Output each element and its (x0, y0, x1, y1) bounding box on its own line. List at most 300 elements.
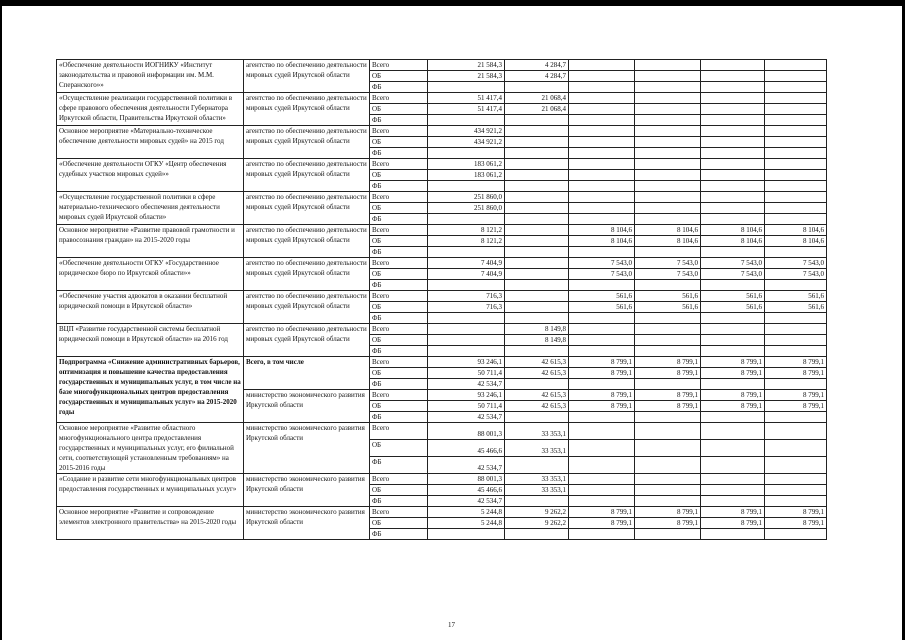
value-cell: 42 534,7 (428, 412, 505, 423)
value-cell: 9 262,2 (505, 507, 569, 518)
funding-source: ОБ (370, 518, 428, 529)
value-cell (635, 440, 701, 457)
activity-name: «Создание и развитие сети многофункциональных центров предоставления государственных и муниципальных услуг» (57, 474, 244, 507)
value-cell (569, 115, 635, 126)
value-cell (569, 412, 635, 423)
value-cell: 4 284,7 (505, 71, 569, 82)
value-cell (505, 115, 569, 126)
value-cell (635, 126, 701, 137)
value-cell (505, 126, 569, 137)
value-cell: 8 799,1 (765, 368, 827, 379)
value-cell (428, 324, 505, 335)
funding-source: ОБ (370, 203, 428, 214)
value-cell (635, 423, 701, 440)
value-cell (505, 496, 569, 507)
value-cell (569, 82, 635, 93)
value-cell (765, 474, 827, 485)
value-cell: 50 711,4 (428, 368, 505, 379)
funding-source: Всего (370, 507, 428, 518)
value-cell (569, 346, 635, 357)
value-cell: 561,6 (635, 291, 701, 302)
value-cell (635, 82, 701, 93)
value-cell (701, 170, 765, 181)
value-cell (635, 457, 701, 474)
value-cell: 51 417,4 (428, 93, 505, 104)
value-cell (505, 291, 569, 302)
table-row (57, 258, 827, 269)
value-cell (635, 203, 701, 214)
value-cell: 8 799,1 (635, 401, 701, 412)
value-cell (569, 203, 635, 214)
value-cell (635, 247, 701, 258)
value-cell (505, 529, 569, 540)
funding-source: ОБ (370, 335, 428, 346)
value-cell (635, 346, 701, 357)
value-cell: 7 543,0 (569, 258, 635, 269)
value-cell (569, 313, 635, 324)
scan-top-edge (0, 0, 905, 6)
value-cell (505, 346, 569, 357)
value-cell (505, 225, 569, 236)
value-cell (569, 247, 635, 258)
table-row (57, 507, 827, 518)
value-cell: 21 068,4 (505, 104, 569, 115)
executor: агентство по обеспечению деятельности мировых судей Иркутской области (244, 225, 370, 258)
value-cell (765, 457, 827, 474)
value-cell (635, 192, 701, 203)
value-cell: 8 121,2 (428, 225, 505, 236)
value-cell (428, 313, 505, 324)
value-cell (635, 313, 701, 324)
value-cell (569, 181, 635, 192)
funding-source: ФБ (370, 181, 428, 192)
value-cell (428, 115, 505, 126)
value-cell: 716,3 (428, 291, 505, 302)
value-cell (569, 170, 635, 181)
value-cell: 8 799,1 (569, 357, 635, 368)
value-cell (505, 137, 569, 148)
executor: агентство по обеспечению деятельности мировых судей Иркутской области (244, 258, 370, 291)
value-cell (701, 60, 765, 71)
value-cell (701, 82, 765, 93)
value-cell: 8 799,1 (701, 357, 765, 368)
value-cell (765, 137, 827, 148)
table-row (57, 291, 827, 302)
value-cell: 434 921,2 (428, 137, 505, 148)
value-cell: 7 543,0 (569, 269, 635, 280)
value-cell (635, 280, 701, 291)
activity-name: «Осуществление государственной политики в сфере материально-технического обеспечения деятельности мировых судей Иркутской области» (57, 192, 244, 225)
value-cell (765, 82, 827, 93)
value-cell: 561,6 (701, 291, 765, 302)
value-cell (428, 247, 505, 258)
funding-source: Всего (370, 126, 428, 137)
value-cell (701, 203, 765, 214)
value-cell: 8 799,1 (765, 390, 827, 401)
value-cell: 88 001,3 (428, 423, 505, 440)
value-cell: 8 799,1 (701, 390, 765, 401)
value-cell (701, 71, 765, 82)
value-cell (765, 104, 827, 115)
value-cell: 42 534,7 (428, 457, 505, 474)
program-total-label: Всего, в том числе (244, 357, 370, 390)
funding-source: Всего (370, 357, 428, 368)
value-cell (765, 148, 827, 159)
value-cell (569, 126, 635, 137)
value-cell (765, 126, 827, 137)
value-cell: 7 543,0 (701, 258, 765, 269)
value-cell (701, 247, 765, 258)
value-cell (635, 148, 701, 159)
value-cell: 8 104,6 (635, 236, 701, 247)
value-cell (701, 324, 765, 335)
executor: агентство по обеспечению деятельности мировых судей Иркутской области (244, 324, 370, 357)
value-cell (569, 335, 635, 346)
value-cell (569, 474, 635, 485)
value-cell: 42 615,3 (505, 357, 569, 368)
value-cell: 51 417,4 (428, 104, 505, 115)
funding-source: Всего (370, 423, 428, 440)
value-cell (701, 335, 765, 346)
value-cell: 8 104,6 (635, 225, 701, 236)
funding-source: ОБ (370, 401, 428, 412)
activity-name: «Обеспечение деятельности ОГКУ «Государственное юридическое бюро по Иркутской области»» (57, 258, 244, 291)
value-cell (765, 214, 827, 225)
value-cell (505, 412, 569, 423)
value-cell (569, 529, 635, 540)
funding-source: ФБ (370, 280, 428, 291)
funding-source: ОБ (370, 368, 428, 379)
value-cell: 7 543,0 (635, 258, 701, 269)
value-cell: 42 534,7 (428, 379, 505, 390)
value-cell (701, 440, 765, 457)
value-cell: 8 799,1 (701, 507, 765, 518)
executor: агентство по обеспечению деятельности мировых судей Иркутской области (244, 192, 370, 225)
value-cell (765, 71, 827, 82)
value-cell: 21 584,3 (428, 71, 505, 82)
value-cell (701, 474, 765, 485)
value-cell (701, 496, 765, 507)
value-cell (635, 159, 701, 170)
value-cell (701, 181, 765, 192)
value-cell: 8 799,1 (765, 518, 827, 529)
value-cell (505, 214, 569, 225)
value-cell: 8 799,1 (569, 401, 635, 412)
funding-source: ФБ (370, 214, 428, 225)
value-cell: 183 061,2 (428, 159, 505, 170)
value-cell (569, 71, 635, 82)
value-cell (505, 269, 569, 280)
activity-name: «Осуществление реализации государственной политики в сфере правового обеспечения деятельности Губернатора Иркутской области, Правительства Иркутской области» (57, 93, 244, 126)
value-cell: 7 404,9 (428, 269, 505, 280)
value-cell: 93 246,1 (428, 357, 505, 368)
value-cell (765, 93, 827, 104)
value-cell: 8 104,6 (701, 225, 765, 236)
value-cell (635, 104, 701, 115)
value-cell: 8 149,8 (505, 324, 569, 335)
value-cell: 8 104,6 (701, 236, 765, 247)
value-cell: 8 799,1 (569, 507, 635, 518)
value-cell (701, 148, 765, 159)
value-cell: 8 799,1 (635, 357, 701, 368)
executor: агентство по обеспечению деятельности мировых судей Иркутской области (244, 159, 370, 192)
funding-source: Всего (370, 60, 428, 71)
executor: министерство экономического развития Иркутской области (244, 423, 370, 474)
value-cell (428, 214, 505, 225)
value-cell: 7 543,0 (635, 269, 701, 280)
value-cell (635, 115, 701, 126)
value-cell (505, 457, 569, 474)
value-cell (569, 280, 635, 291)
value-cell: 4 284,7 (505, 60, 569, 71)
value-cell (765, 485, 827, 496)
value-cell (765, 60, 827, 71)
value-cell (701, 346, 765, 357)
value-cell (701, 214, 765, 225)
value-cell (765, 247, 827, 258)
executor: агентство по обеспечению деятельности мировых судей Иркутской области (244, 60, 370, 93)
activity-name: Основное мероприятие «Материально-техническое обеспечение деятельности мировых судей» на 2015 год (57, 126, 244, 159)
value-cell (569, 159, 635, 170)
value-cell: 183 061,2 (428, 170, 505, 181)
table-row (57, 60, 827, 71)
value-cell: 8 149,8 (505, 335, 569, 346)
value-cell (569, 457, 635, 474)
activity-name: Основное мероприятие «Развитие областного многофункционального центра предоставления государственных и муниципальных услуг, его филиальной сети, соответствующей установленным требованиям» на 2015-2016 годы (57, 423, 244, 474)
value-cell: 7 543,0 (701, 269, 765, 280)
value-cell (505, 192, 569, 203)
value-cell (701, 115, 765, 126)
value-cell (701, 379, 765, 390)
value-cell: 33 353,1 (505, 485, 569, 496)
value-cell (635, 324, 701, 335)
value-cell (505, 203, 569, 214)
executor: агентство по обеспечению деятельности мировых судей Иркутской области (244, 126, 370, 159)
funding-source: ФБ (370, 379, 428, 390)
page-number: 17 (448, 621, 455, 629)
value-cell (569, 485, 635, 496)
value-cell (569, 104, 635, 115)
value-cell: 42 615,3 (505, 401, 569, 412)
executor: агентство по обеспечению деятельности мировых судей Иркутской области (244, 93, 370, 126)
value-cell: 42 615,3 (505, 390, 569, 401)
value-cell (505, 148, 569, 159)
value-cell (428, 280, 505, 291)
value-cell (569, 440, 635, 457)
executor: министерство экономического развития Иркутской области (244, 507, 370, 540)
funding-source: ОБ (370, 170, 428, 181)
funding-source: Всего (370, 291, 428, 302)
value-cell (765, 335, 827, 346)
value-cell: 45 466,6 (428, 485, 505, 496)
value-cell (635, 474, 701, 485)
value-cell (701, 423, 765, 440)
value-cell (765, 115, 827, 126)
value-cell: 8 799,1 (635, 518, 701, 529)
value-cell (701, 104, 765, 115)
value-cell: 716,3 (428, 302, 505, 313)
value-cell: 8 799,1 (635, 507, 701, 518)
value-cell (505, 247, 569, 258)
value-cell (635, 93, 701, 104)
value-cell (765, 346, 827, 357)
value-cell (505, 302, 569, 313)
funding-source: Всего (370, 159, 428, 170)
funding-source: ОБ (370, 440, 428, 457)
funding-source: ФБ (370, 496, 428, 507)
value-cell: 7 543,0 (765, 269, 827, 280)
value-cell (701, 159, 765, 170)
value-cell: 561,6 (569, 302, 635, 313)
value-cell: 45 466,6 (428, 440, 505, 457)
value-cell (765, 379, 827, 390)
table-row (57, 474, 827, 485)
value-cell (635, 496, 701, 507)
budget-table (56, 59, 827, 540)
funding-source: ОБ (370, 302, 428, 313)
value-cell (569, 423, 635, 440)
value-cell: 8 104,6 (765, 225, 827, 236)
value-cell (505, 379, 569, 390)
value-cell: 561,6 (635, 302, 701, 313)
value-cell (765, 324, 827, 335)
value-cell: 434 921,2 (428, 126, 505, 137)
value-cell (701, 93, 765, 104)
value-cell (569, 379, 635, 390)
value-cell: 93 246,1 (428, 390, 505, 401)
funding-source: ОБ (370, 269, 428, 280)
value-cell (569, 496, 635, 507)
value-cell: 561,6 (765, 302, 827, 313)
funding-source: ФБ (370, 412, 428, 423)
value-cell: 33 353,1 (505, 423, 569, 440)
funding-source: ФБ (370, 529, 428, 540)
value-cell: 8 104,6 (765, 236, 827, 247)
value-cell (505, 258, 569, 269)
value-cell (765, 313, 827, 324)
value-cell: 8 121,2 (428, 236, 505, 247)
activity-name: «Обеспечение участия адвокатов в оказании бесплатной юридической помощи в Иркутской области» (57, 291, 244, 324)
value-cell: 21 584,3 (428, 60, 505, 71)
funding-source: Всего (370, 225, 428, 236)
funding-source: ОБ (370, 236, 428, 247)
value-cell (701, 529, 765, 540)
value-cell: 251 860,0 (428, 203, 505, 214)
value-cell (635, 170, 701, 181)
value-cell (635, 412, 701, 423)
table-row (57, 93, 827, 104)
value-cell (428, 181, 505, 192)
value-cell: 8 799,1 (701, 368, 765, 379)
value-cell: 8 799,1 (635, 368, 701, 379)
value-cell (569, 324, 635, 335)
value-cell: 561,6 (569, 291, 635, 302)
value-cell: 21 068,4 (505, 93, 569, 104)
value-cell: 561,6 (765, 291, 827, 302)
value-cell (635, 485, 701, 496)
funding-source: ФБ (370, 115, 428, 126)
value-cell: 8 104,6 (569, 225, 635, 236)
value-cell (505, 181, 569, 192)
value-cell (505, 159, 569, 170)
value-cell (635, 529, 701, 540)
funding-source: Всего (370, 258, 428, 269)
value-cell: 9 262,2 (505, 518, 569, 529)
table-row (57, 423, 827, 440)
value-cell (428, 335, 505, 346)
funding-source: ФБ (370, 313, 428, 324)
value-cell (428, 529, 505, 540)
funding-source: Всего (370, 390, 428, 401)
value-cell: 7 543,0 (765, 258, 827, 269)
executor: министерство экономического развития Иркутской области (244, 390, 370, 423)
value-cell (765, 159, 827, 170)
value-cell (635, 379, 701, 390)
value-cell: 8 799,1 (765, 507, 827, 518)
funding-source: ФБ (370, 82, 428, 93)
value-cell (701, 126, 765, 137)
scan-left-edge (0, 0, 2, 640)
value-cell (701, 137, 765, 148)
value-cell (765, 496, 827, 507)
value-cell (701, 280, 765, 291)
value-cell (428, 346, 505, 357)
value-cell: 561,6 (701, 302, 765, 313)
value-cell: 8 799,1 (701, 518, 765, 529)
value-cell: 5 244,8 (428, 518, 505, 529)
value-cell (505, 236, 569, 247)
value-cell (701, 192, 765, 203)
value-cell: 50 711,4 (428, 401, 505, 412)
value-cell (569, 137, 635, 148)
value-cell (635, 137, 701, 148)
funding-source: ОБ (370, 104, 428, 115)
activity-name: «Обеспечение деятельности ИОГНИКУ «Институт законодательства и правовой информации им. М.М. Сперанского»» (57, 60, 244, 93)
table-row (57, 225, 827, 236)
value-cell (569, 192, 635, 203)
funding-source: ОБ (370, 71, 428, 82)
value-cell (635, 335, 701, 346)
value-cell: 7 404,9 (428, 258, 505, 269)
table-row (57, 357, 827, 368)
value-cell (765, 203, 827, 214)
value-cell (635, 71, 701, 82)
value-cell (428, 148, 505, 159)
value-cell: 33 353,1 (505, 474, 569, 485)
funding-source: ФБ (370, 148, 428, 159)
funding-source: ФБ (370, 247, 428, 258)
value-cell (569, 93, 635, 104)
value-cell: 42 615,3 (505, 368, 569, 379)
table-row (57, 126, 827, 137)
funding-source: ОБ (370, 485, 428, 496)
executor: агентство по обеспечению деятельности мировых судей Иркутской области (244, 291, 370, 324)
value-cell: 8 799,1 (569, 390, 635, 401)
value-cell (765, 423, 827, 440)
program-name: Подпрограмма «Снижение административных барьеров, оптимизация и повышение качества предоставления государственных и муниципальных услуг, в том числе на базе многофункциональных центров предоставления государственных и муниципальных услуг» на 2015-2020 годы (57, 357, 244, 423)
value-cell (569, 214, 635, 225)
value-cell (765, 192, 827, 203)
funding-source: Всего (370, 93, 428, 104)
value-cell (635, 181, 701, 192)
value-cell: 88 001,3 (428, 474, 505, 485)
value-cell (765, 181, 827, 192)
value-cell: 8 799,1 (765, 357, 827, 368)
value-cell: 251 860,0 (428, 192, 505, 203)
value-cell (765, 280, 827, 291)
value-cell (505, 82, 569, 93)
value-cell (701, 313, 765, 324)
